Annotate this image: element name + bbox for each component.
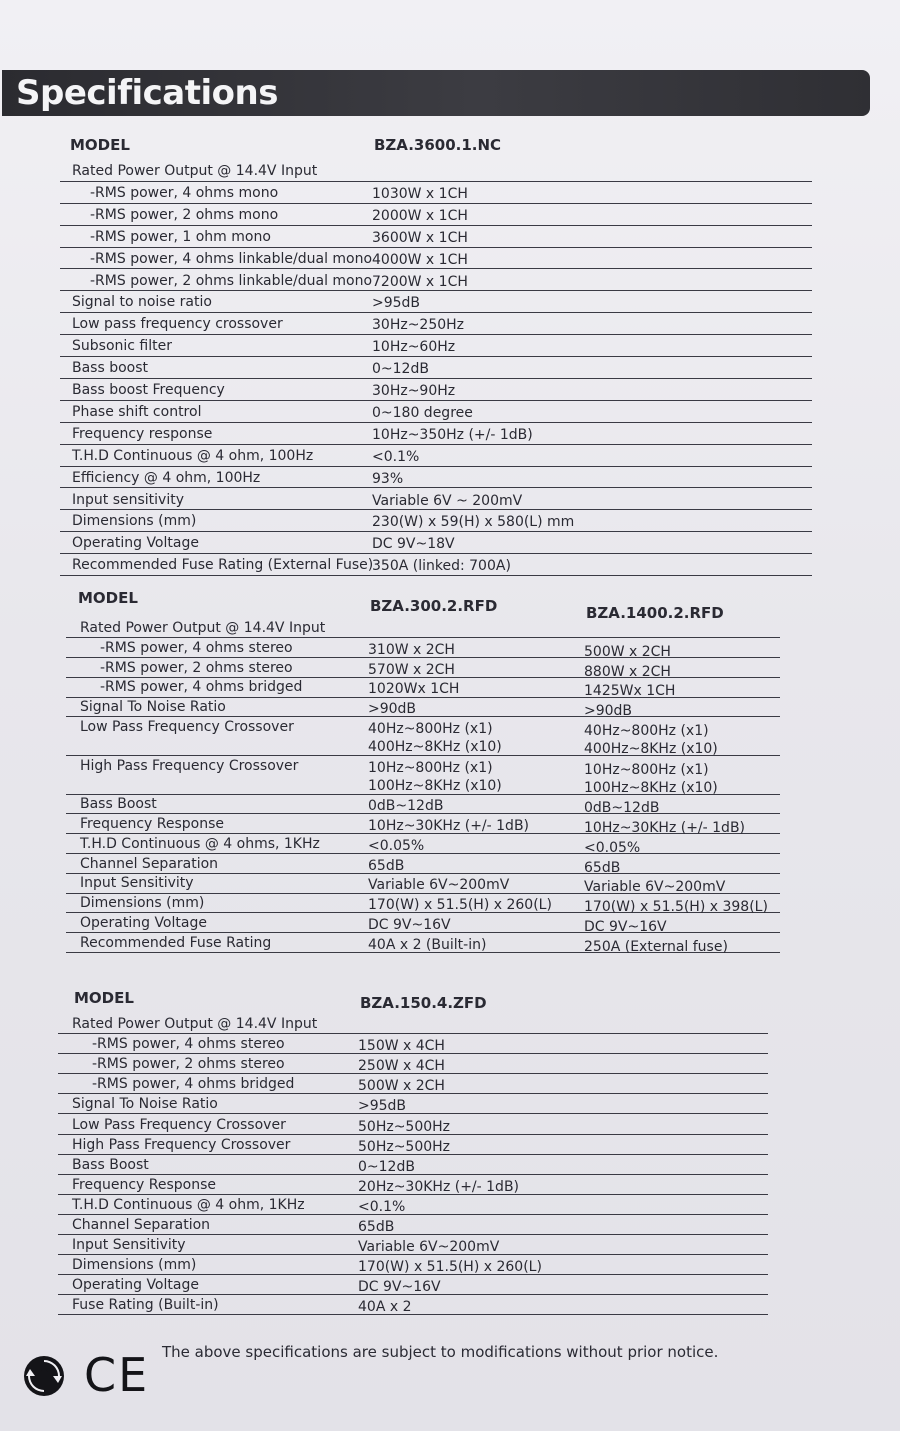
spec-label: Recommended Fuse Rating (External Fuse): [72, 557, 374, 574]
spec-label: Dimensions (mm): [80, 895, 205, 912]
spec-value-b2: 100Hz~8KHz (x10): [584, 779, 718, 796]
page-title: Specifications: [16, 73, 278, 113]
spec-value-a: 1020Wx 1CH: [368, 681, 460, 698]
spec-value: 0~180 degree: [372, 404, 473, 421]
spec-label: Subsonic filter: [72, 338, 172, 355]
spec-row: [60, 357, 812, 379]
ce-mark: CE: [84, 1348, 150, 1402]
spec-row: [60, 423, 812, 445]
spec-value-b2: 400Hz~8KHz (x10): [584, 741, 718, 757]
spec-row: [60, 489, 812, 511]
spec-row: [60, 510, 812, 532]
spec-row: [58, 1054, 768, 1074]
spec-value: 30Hz~250Hz: [372, 317, 465, 334]
model-label: MODEL: [70, 136, 130, 154]
spec-row: [60, 248, 812, 270]
spec-row: [60, 335, 812, 357]
spec-row: [66, 697, 780, 720]
spec-label: -RMS power, 4 ohms linkable/dual mono: [90, 250, 373, 267]
spec-row: [60, 226, 812, 248]
spec-row: [66, 756, 780, 795]
spec-section-1: [60, 134, 812, 580]
spec-label: Recommended Fuse Rating: [80, 934, 272, 951]
spec-value: >95dB: [372, 295, 421, 312]
spec-label: Signal to noise ratio: [72, 294, 212, 311]
spec-value: 500W x 2CH: [358, 1078, 445, 1095]
spec-value: 0~12dB: [372, 361, 429, 378]
spec-value: 2000W x 1CH: [372, 207, 468, 224]
spec-value: 30Hz~90Hz: [372, 383, 456, 399]
spec-row: [66, 618, 780, 638]
model-header-row: [66, 586, 780, 622]
spec-label: T.H.D Continuous @ 4 ohm, 1KHz: [72, 1196, 305, 1213]
spec-value-a: 65dB: [368, 857, 405, 874]
spec-label: Operating Voltage: [72, 535, 199, 552]
spec-value-a2: 400Hz~8KHz (x10): [368, 739, 502, 755]
spec-label: Channel Separation: [80, 855, 219, 872]
spec-value: 65dB: [358, 1219, 395, 1235]
spec-value: DC 9V~16V: [358, 1279, 441, 1296]
spec-row: [58, 1094, 768, 1114]
spec-label: Phase shift control: [72, 403, 202, 420]
spec-label: -RMS power, 1 ohm mono: [90, 228, 271, 245]
spec-label: Signal To Noise Ratio: [80, 699, 226, 716]
spec-label: High Pass Frequency Crossover: [72, 1136, 291, 1153]
spec-value: 1030W x 1CH: [372, 185, 468, 202]
spec-value: Variable 6V~200mV: [358, 1239, 500, 1256]
spec-label: Efficiency @ 4 ohm, 100Hz: [72, 469, 261, 486]
spec-row: [60, 270, 812, 292]
spec-value-b: 1425Wx 1CH: [584, 683, 676, 700]
spec-section-3: [58, 986, 768, 1316]
model-label: MODEL: [78, 589, 138, 607]
spec-label: Rated Power Output @ 14.4V Input: [72, 163, 318, 179]
spec-label: High Pass Frequency Crossover: [80, 757, 299, 774]
spec-row: [60, 379, 812, 401]
spec-row: [66, 717, 780, 756]
spec-label: Rated Power Output @ 14.4V Input: [72, 1016, 318, 1032]
spec-label: -RMS power, 2 ohms linkable/dual mono: [90, 272, 373, 289]
spec-row: [60, 160, 812, 182]
spec-value-b: 880W x 2CH: [584, 663, 671, 680]
spec-value: 3600W x 1CH: [372, 229, 468, 246]
spec-row: [66, 933, 780, 953]
spec-label: Signal To Noise Ratio: [72, 1096, 218, 1113]
spec-row: [60, 401, 812, 423]
model-name: BZA.3600.1.NC: [374, 136, 502, 154]
spec-value-b: 10Hz~30KHz (+/- 1dB): [584, 820, 746, 836]
spec-value: 20Hz~30KHz (+/- 1dB): [358, 1178, 520, 1195]
spec-row: [60, 532, 812, 554]
spec-row: [60, 554, 812, 576]
spec-value: >95dB: [358, 1098, 407, 1115]
spec-value: <0.1%: [372, 448, 420, 465]
spec-label: Bass Boost: [80, 796, 157, 813]
spec-label: Dimensions (mm): [72, 513, 197, 530]
spec-row: [58, 1235, 768, 1255]
spec-label: Channel Separation: [72, 1217, 211, 1233]
spec-row: [58, 1295, 768, 1315]
spec-value-a: 310W x 2CH: [368, 641, 455, 658]
spec-label: T.H.D Continuous @ 4 ohm, 100Hz: [72, 447, 314, 464]
spec-value: 150W x 4CH: [358, 1038, 445, 1055]
spec-value-a: 570W x 2CH: [368, 661, 455, 678]
spec-label: -RMS power, 2 ohms stereo: [92, 1056, 285, 1073]
model-header-row: [60, 134, 812, 156]
spec-row: [66, 638, 780, 658]
spec-value: 7200W x 1CH: [372, 273, 468, 290]
spec-row: [60, 291, 812, 313]
spec-value-a: 170(W) x 51.5(H) x 260(L): [368, 897, 552, 914]
spec-row: [66, 794, 780, 817]
spec-label: Operating Voltage: [72, 1277, 199, 1294]
spec-label: Input Sensitivity: [80, 875, 194, 892]
spec-row: [58, 1195, 768, 1215]
spec-label: -RMS power, 2 ohms stereo: [100, 659, 293, 676]
spec-value: 40A x 2: [358, 1299, 412, 1316]
spec-row: [66, 873, 780, 896]
model-name-a: BZA.300.2.RFD: [370, 597, 498, 615]
spec-value-a: 40A x 2 (Built-in): [368, 936, 487, 953]
spec-value-b: >90dB: [584, 703, 633, 720]
spec-value: 350A (linked: 700A): [372, 558, 511, 575]
spec-label: -RMS power, 4 ohms stereo: [92, 1036, 285, 1053]
model-header-row: [58, 986, 768, 1012]
spec-value: 50Hz~500Hz: [358, 1138, 451, 1155]
title-bar: [2, 70, 870, 116]
spec-section-2: [66, 586, 780, 960]
spec-value-b: Variable 6V~200mV: [584, 879, 726, 896]
spec-value-a: 0dB~12dB: [368, 798, 444, 815]
spec-value: 10Hz~60Hz: [372, 339, 456, 356]
spec-value-a: DC 9V~16V: [368, 917, 451, 933]
spec-label: Low Pass Frequency Crossover: [80, 719, 294, 735]
spec-row: [66, 893, 780, 916]
spec-value-b: <0.05%: [584, 839, 641, 856]
spec-value-b: 250A (External fuse): [584, 938, 728, 955]
spec-value: 50Hz~500Hz: [358, 1118, 451, 1135]
spec-row: [66, 834, 780, 854]
spec-row: [60, 313, 812, 335]
spec-value-b: 500W x 2CH: [584, 643, 671, 660]
spec-row: [58, 1074, 768, 1094]
spec-row: [58, 1215, 768, 1235]
spec-value-a: <0.05%: [368, 837, 425, 854]
spec-value-a: 10Hz~30KHz (+/- 1dB): [368, 818, 530, 834]
recycle-icon: [22, 1354, 66, 1398]
spec-value-a: 10Hz~800Hz (x1): [368, 759, 493, 776]
spec-label: Fuse Rating (Built-in): [72, 1297, 219, 1314]
footer-notice: The above specifications are subject to modifications without prior notice.: [162, 1343, 719, 1361]
spec-value-b: 40Hz~800Hz (x1): [584, 723, 709, 739]
spec-value-a: >90dB: [368, 701, 417, 718]
spec-label: -RMS power, 4 ohms mono: [90, 184, 279, 201]
spec-value-b: DC 9V~16V: [584, 919, 667, 935]
spec-label: Frequency Response: [80, 816, 225, 832]
spec-label: Bass Boost: [72, 1156, 149, 1173]
spec-row: [58, 1014, 768, 1034]
model-label: MODEL: [74, 989, 134, 1007]
spec-row: [58, 1175, 768, 1195]
spec-label: -RMS power, 4 ohms stereo: [100, 639, 293, 656]
spec-row: [60, 182, 812, 204]
spec-row: [58, 1034, 768, 1054]
spec-value-b: 65dB: [584, 859, 621, 876]
spec-value: 93%: [372, 470, 404, 487]
spec-label: Operating Voltage: [80, 915, 207, 931]
spec-row: [58, 1135, 768, 1155]
spec-row: [58, 1115, 768, 1135]
spec-value-a2: 100Hz~8KHz (x10): [368, 777, 502, 794]
spec-value: 170(W) x 51.5(H) x 260(L): [358, 1259, 542, 1276]
model-name-b: BZA.1400.2.RFD: [586, 604, 724, 622]
spec-value: 0~12dB: [358, 1158, 415, 1175]
model-name: BZA.150.4.ZFD: [360, 994, 487, 1012]
spec-value: Variable 6V ~ 200mV: [372, 492, 523, 509]
spec-label: Frequency response: [72, 425, 213, 442]
spec-label: -RMS power, 4 ohms bridged: [92, 1076, 295, 1093]
spec-row: [66, 658, 780, 678]
spec-value-b: 170(W) x 51.5(H) x 398(L): [584, 899, 768, 916]
spec-label: T.H.D Continuous @ 4 ohms, 1KHz: [80, 835, 320, 852]
spec-value-a: 40Hz~800Hz (x1): [368, 721, 493, 737]
spec-value: 250W x 4CH: [358, 1058, 445, 1075]
spec-value: 10Hz~350Hz (+/- 1dB): [372, 426, 533, 443]
spec-row: [66, 677, 780, 700]
spec-row: [58, 1275, 768, 1295]
spec-label: Low pass frequency crossover: [72, 316, 283, 333]
spec-label: Input sensitivity: [72, 491, 184, 508]
spec-label: Dimensions (mm): [72, 1257, 197, 1274]
spec-row: [66, 814, 780, 834]
spec-value: <0.1%: [358, 1198, 406, 1215]
spec-value: 230(W) x 59(H) x 580(L) mm: [372, 514, 575, 531]
spec-label: -RMS power, 2 ohms mono: [90, 206, 279, 223]
spec-row: [66, 913, 780, 933]
spec-row: [60, 204, 812, 226]
spec-value: 4000W x 1CH: [372, 251, 468, 268]
spec-label: Low Pass Frequency Crossover: [72, 1116, 286, 1133]
spec-value-a: Variable 6V~200mV: [368, 877, 510, 894]
spec-row: [66, 854, 780, 874]
spec-label: Input Sensitivity: [72, 1237, 186, 1254]
spec-label: -RMS power, 4 ohms bridged: [100, 679, 303, 696]
spec-label: Rated Power Output @ 14.4V Input: [80, 620, 326, 636]
spec-row: [60, 467, 812, 489]
spec-label: Bass boost: [72, 360, 149, 377]
spec-row: [58, 1155, 768, 1175]
spec-value-b: 0dB~12dB: [584, 800, 660, 817]
spec-value-b: 10Hz~800Hz (x1): [584, 761, 709, 778]
spec-row: [58, 1255, 768, 1275]
spec-label: Frequency Response: [72, 1176, 217, 1193]
spec-label: Bass boost Frequency: [72, 382, 225, 398]
spec-value: DC 9V~18V: [372, 536, 455, 553]
spec-row: [60, 445, 812, 467]
